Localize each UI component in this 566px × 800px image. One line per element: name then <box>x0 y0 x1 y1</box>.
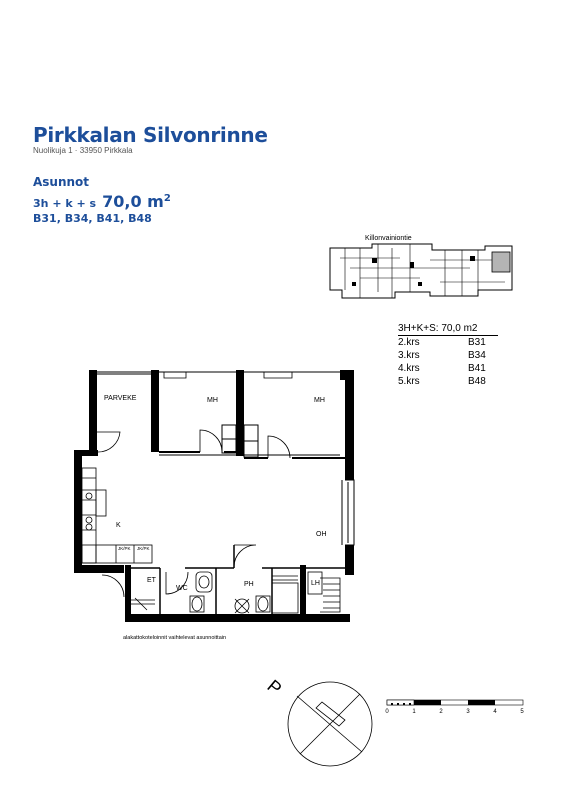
apartment-area-value: 70,0 m <box>102 192 164 211</box>
site-building-interior <box>340 258 505 282</box>
scale-tick-label: 5 <box>520 709 524 715</box>
site-plan <box>330 235 512 298</box>
unit-number: B31 <box>468 337 486 348</box>
wall-segment <box>74 565 124 573</box>
room-label-bedroom: MH <box>207 397 218 404</box>
room-label-wc: WC <box>176 585 188 592</box>
wall-segment <box>151 370 159 452</box>
compass-cross <box>297 694 362 754</box>
room-label-balcony: PARVEKE <box>104 395 137 402</box>
bathroom-washer <box>272 583 298 613</box>
bathroom-shelf <box>272 576 298 580</box>
toilet-icon <box>258 597 268 611</box>
floor-plan <box>74 370 354 641</box>
wall-right-upper <box>345 370 354 480</box>
scale-tick-label: 0 <box>385 709 389 715</box>
north-label: P <box>263 675 286 699</box>
project-name: Pirkkalan Silvonrinne <box>33 123 268 147</box>
shower-mark <box>235 599 249 613</box>
apartment-type-code: 3h + k + s <box>33 197 97 210</box>
site-stair-mark <box>372 258 377 263</box>
floor-number: 5.krs <box>398 376 420 387</box>
unit-number: B34 <box>468 350 486 361</box>
wall-segment <box>236 370 244 456</box>
stove-icon <box>86 524 92 530</box>
site-stair-mark <box>352 282 356 286</box>
room-label-bedroom: MH <box>314 397 325 404</box>
bathroom-door <box>234 545 256 567</box>
wall-segment <box>300 565 306 620</box>
scale-bar-segment <box>468 700 495 705</box>
room-label-living: OH <box>316 531 327 538</box>
floor-number: 2.krs <box>398 337 420 348</box>
room-label-laundry: LH <box>311 580 320 587</box>
site-building-walls <box>345 244 478 298</box>
room-label-kitchen: K <box>116 522 121 529</box>
fixture-label: JK/PK <box>118 546 131 551</box>
counter-divisions <box>82 478 96 530</box>
drying-rack <box>320 578 340 612</box>
entry-door <box>102 575 124 597</box>
project-address: Nuolikuja 1 · 33950 Pirkkala <box>33 146 133 155</box>
stove-icon <box>86 517 92 523</box>
counter-left <box>82 468 96 563</box>
wall-left <box>74 450 82 570</box>
balcony-wall-left <box>89 370 97 450</box>
street-label: Killonvainiontie <box>365 235 412 242</box>
site-stair-mark <box>410 262 414 268</box>
scale-bar <box>385 700 524 715</box>
washbasin-icon <box>196 572 212 592</box>
floor-number: 4.krs <box>398 363 420 374</box>
scale-tick-label: 2 <box>439 709 443 715</box>
room-label-hall: ET <box>147 577 156 584</box>
washbasin-bowl <box>199 576 209 588</box>
wall-right-lower <box>345 545 354 575</box>
balcony-door <box>97 432 120 452</box>
fixtures <box>131 572 340 613</box>
scale-tick-label: 1 <box>412 709 416 715</box>
unit-number: B48 <box>468 376 486 387</box>
site-highlight-unit <box>492 252 510 272</box>
unit-number: B41 <box>468 363 486 374</box>
compass <box>263 676 372 766</box>
apartment-area-unit: 2 <box>163 193 171 204</box>
sink-icon <box>86 493 92 499</box>
window-mark <box>164 372 292 378</box>
balcony-rail <box>97 372 151 374</box>
site-stair-mark <box>418 282 422 286</box>
room-labels <box>104 395 327 592</box>
hall-closet <box>131 598 155 610</box>
dishwasher <box>96 490 106 516</box>
apartment-list: B31, B34, B41, B48 <box>33 212 152 225</box>
bedroom1-door <box>200 430 222 452</box>
scale-bar-segment <box>414 700 441 705</box>
section-label: Asunnot <box>33 175 90 189</box>
floor-number: 3.krs <box>398 350 420 361</box>
room-label-bathroom: PH <box>244 581 254 588</box>
scale-bar-labels <box>385 709 524 715</box>
site-stair-mark <box>470 256 475 261</box>
living-window <box>342 480 354 545</box>
wall-segment <box>125 565 131 620</box>
toilet-icon <box>192 597 202 611</box>
scale-tick-label: 3 <box>466 709 470 715</box>
fixture-label: JK/PK <box>137 546 150 551</box>
site-building-outline <box>330 244 512 298</box>
compass-needle <box>316 702 345 726</box>
plan-note: alakattokoteloinnit vaihtelevat asunnoittain <box>123 635 227 641</box>
wall-bottom <box>125 614 350 622</box>
scale-tick-label: 4 <box>493 709 497 715</box>
floor-table-header: 3H+K+S: 70,0 m2 <box>398 323 498 336</box>
